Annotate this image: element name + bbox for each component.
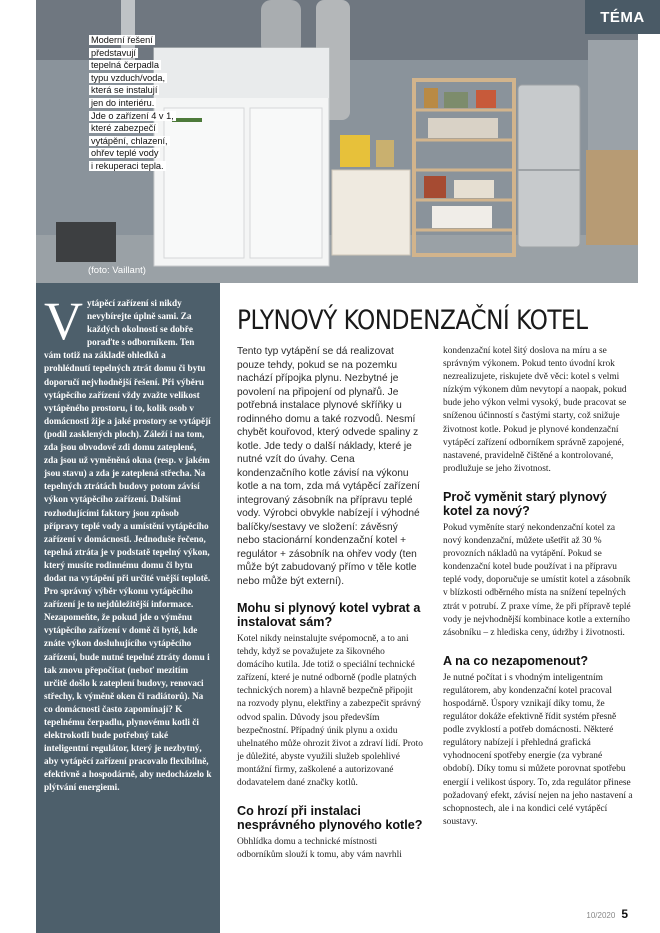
caption-line: i rekuperaci tepla. [91,160,164,171]
sidebar-paragraph: ytápěcí zařízení si nikdy nevybírejte úplně sami. Za každých okolností se dobře poraďte s odborníkem. Ten vám totiž na základě ohledků a prohlédnutí tepelných ztrát domu či bytu doporučí nejvhodnější řešení. Při výběru vytápěcího zařízení vždy zvažte velikost vytápěného prostoru, i to, kolik osob v domácnosti žije a jaké prostory se vytápějí (podíl zasklených ploch). Záleží i na tom, zda jsou obvodové zdi domu zateplené, zda jsou už vyměněná okna (resp. v jakém jsou stavu) a zda je zateplená střecha. Na tepelných ztrátách budovy potom závisí výkon vytápěcího zařízení. Dalšími rozhodujícími faktory jsou způsob přípravy teplé vody a umístění vytápěcího zařízení v domácnosti. Jednoduše řečeno, tepelná ztráta je v podstatě tepelný výkon, který musíte rodinnému domu či bytu dodat na vytápění při určité vnější teplotě. Pro správný výběr výkonu vytápěcího zařízení je to nejdůležitější informace. Nezapomeňte, že pokud jde o výměnu vytápěcího zařízení v domě či bytě, kde znáte výkon dosluhujícího vytápěcího zařízení, bude nutné tepelné ztráty domu i tak znovu přepočítat (neboť mezitím určitě došlo k zateplení budovy, renovaci střechy, k výměně oken či radiátorů). Na co domácnosti často zapomínají? K tepelnému čerpadlu, plynovému kotli či elektrokotli bude potřebný také inteligentní regulátor, který je nezbytný, aby vytápěcí zařízení pracovalo flexibilně, efektivně a hospodárně, aby nedocházelo k plýtvání energiemi. [44,298,212,793]
paragraph-wrong-boiler: Obhlídka domu a technické místnosti odborníkům slouží k tomu, aby vám navrhli [237,837,402,861]
sidebar-box [36,283,220,933]
subheading-wrong-boiler: Co hrozí při instalaci nesprávného plynového kotle? [237,804,423,833]
section-tag: TÉMA [585,0,660,34]
paragraph-install-yourself: Kotel nikdy neinstalujte svépomocně, a to ani tehdy, když se považujete za šikovného domácího kutila. Jde totiž o speciální technické zařízení, které je nutné odborně (podle platných technických norem) a hlavně bezpečně připojit na rozvody plynu, elektřiny a zabezpečit správný odvod spalin. Důvody jsou především bezpečnostní. Případný únik plynu a oxidu uhelnatého může ohrozit život a zdraví lidí. Proto je důležité, abyste využili služeb spolehlivé montážní firmy, zaškolené a autorizované dodavatelem dané značky kotlů. [237,634,423,789]
photo-credit: (foto: Vaillant) [88,265,146,276]
caption-line: které zabezpečí [91,123,156,134]
page-number: 5 [621,907,628,921]
caption-line: vytápění, chlazení, [91,135,168,146]
drop-cap: V [44,291,83,351]
caption-line: typu vzduch/voda, [91,72,166,83]
paragraph-replace-boiler: Pokud vyměníte starý nekondenzační kotel za nový kondenzační, můžete ušetřit až 30 % provozních nákladů na vytápění. Pokud se kondenzační kotel bude používat i na přípravu teplé vody, doporučuje se umístit kotel a zásobník v blízkosti odběrného místa na snížení tepelných ztrát v potrubí. Z praxe víme, že při přípravě teplé vody je nejvhodnější kombinace kotle a externího zásobníku – z hlediska ceny, údržby i životnosti. [443,522,631,638]
subheading-do-not-forget: A na co nezapomenout? [443,653,589,668]
photo-caption [89,34,199,173]
article-column-right [443,345,633,829]
subheading-replace-boiler: Proč vyměnit starý plynový kotel za nový? [443,489,607,518]
article-lead: Tento typ vytápění se dá realizovat pouze tehdy, pokud se na pozemku nachází přípojka plynu. Nezbytné je povolení na připojení od plynařů. Je potřebná instalace plynové skříňky u rodinného domu a také rozvodů. Nesmí chybět kouřovod, který odvede spaliny z kotle. Jde tedy o další náklady, které je nutné vzít do úvahy. Cena kondenzačního kotle závisí na výkonu kotle a na tom, zda má vytápěcí zařízení integrovaný zásobník na přípravu teplé vody. Výrobci obvykle nabízejí i výhodné balíčky/sestavy ve složení: závěsný nebo stacionární kondenzační kotel + regulátor + zásobník na ohřev vody (ten může být zabudovaný přímo v těle kotle nebo může být externí). [237,346,420,587]
paragraph-do-not-forget: Je nutné počítat i s vhodným inteligentním regulátorem, aby kondenzační kotel pracoval hospodárně. Úspory vznikají díky tomu, že regulátor dokáže efektivně řídit systém přesně podle zvyklostí a potřeb domácnosti. Některé regulátory nabízejí i přehledná grafická vyhodnocení spotřeby energie (za vybrané období). Díky tomu si můžete porovnat spotřebu energií i velikost úspory. To, zda regulátor přinese požadovaný efekt, závisí nejen na jeho nastavení a schopnostech, ale i na kondici celé vytápěcí soustavy. [443,672,633,827]
caption-line: Moderní řešení [91,35,153,45]
caption-line: tepelná čerpadla [91,60,159,71]
sidebar-text [44,291,212,795]
subheading-install-yourself: Mohu si plynový kotel vybrat a instalovat sám? [237,601,421,629]
caption-line: ohřev teplé vody [91,148,159,159]
issue-date: 10/2020 [586,911,616,920]
paragraph-continued: kondenzační kotel šitý doslova na míru a se správným výkonem. Pokud tento úvodní krok nezrealizujete, riskujete dvě věci: kotel s velmi nízkým výkonem dům nevytopí a naopak, pokud bude jeho výkon velmi vysoký, bude pracovat se sníženou účinností s častými starty, což snižuje životnost kotle. Pokud je plynové kondenzační vytápěcí zařízení odborníkem správně zapojené, nastavené, pravidelně čištěné a kontrolované, prodlužuje se jeho životnost. [443,346,627,474]
page-footer [586,907,628,921]
article-headline: PLYNOVÝ KONDENZAČNÍ KOTEL [237,305,588,336]
caption-line: jen do interiéru. [91,97,155,108]
caption-line: Jde o zařízení 4 v 1, [91,110,174,121]
article-column-middle [237,345,423,862]
caption-line: představují [91,47,136,58]
article-photo [36,0,638,283]
caption-line: která se instalují [91,85,158,96]
